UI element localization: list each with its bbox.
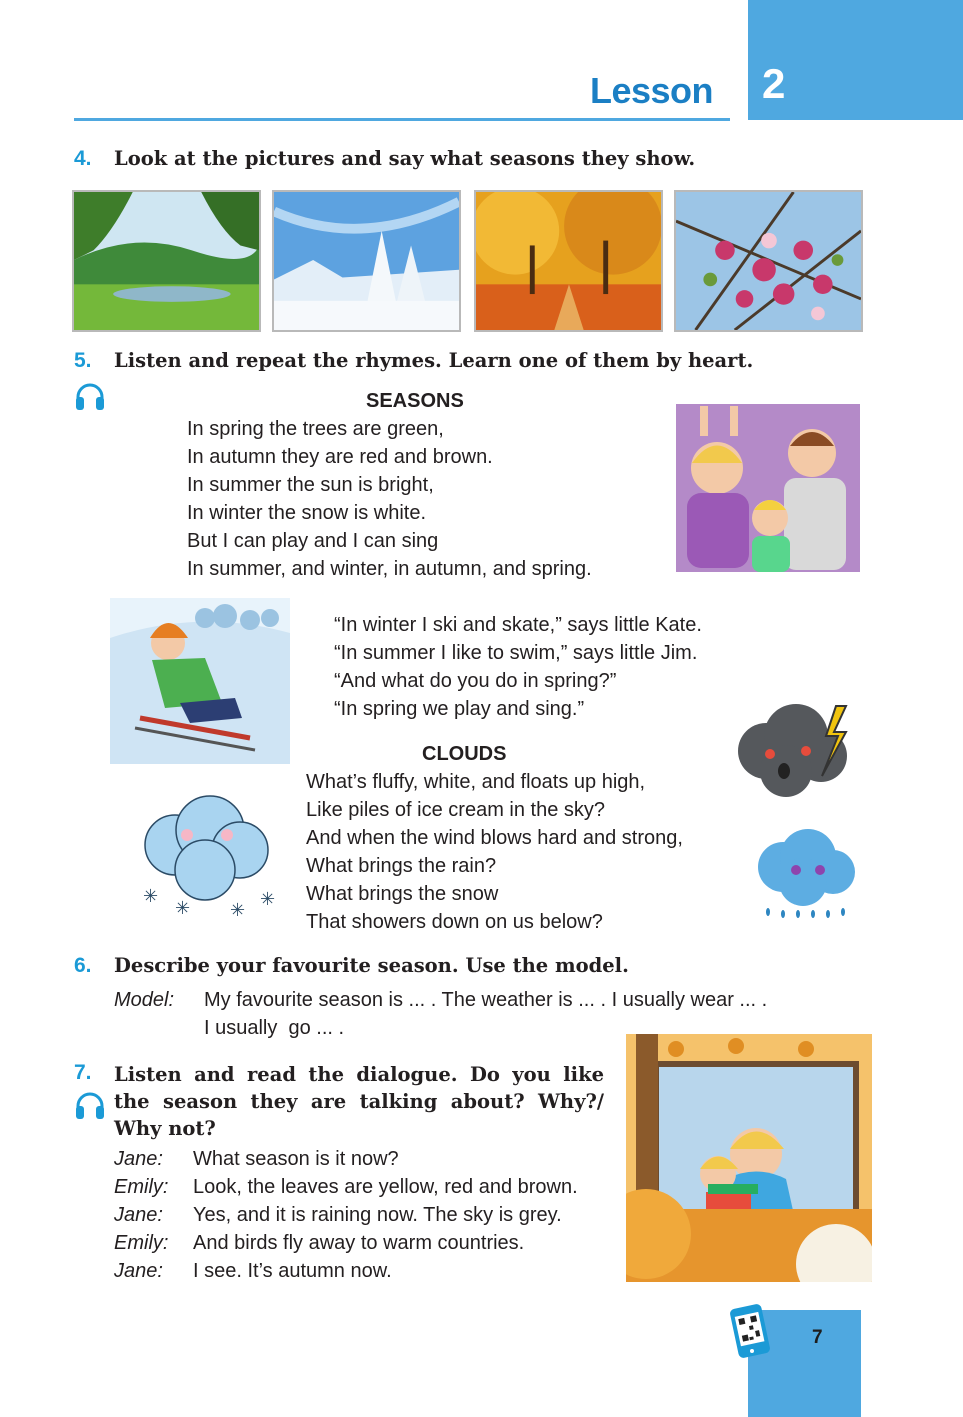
exercise-5-number: 5.: [74, 349, 92, 372]
exercise-5-task: Listen and repeat the rhymes. Learn one of them by heart.: [114, 349, 754, 372]
speech-text: And birds fly away to warm countries.: [193, 1232, 525, 1254]
lesson-title: Lesson: [590, 70, 714, 111]
sledging-girl-illustration: [110, 598, 290, 764]
poem-line: “In summer I like to swim,” says little Jim.: [334, 642, 698, 664]
speaker-name: Jane:: [114, 1204, 163, 1226]
poem-line: In autumn they are red and brown.: [187, 446, 493, 468]
speech-text: I see. It’s autumn now.: [193, 1260, 392, 1282]
snow-cloud-illustration: [135, 790, 281, 922]
task-line: the season they are talking about? Why?/: [114, 1090, 604, 1113]
speaker-name: Jane:: [114, 1260, 163, 1282]
poem-line: Like piles of ice cream in the sky?: [306, 799, 606, 821]
exercise-6-task: Describe your favourite season. Use the model.: [114, 954, 629, 977]
speech-text: Look, the leaves are yellow, red and brown.: [193, 1176, 578, 1198]
poem-line: In spring the trees are green,: [187, 418, 444, 440]
page-number: 7: [812, 1327, 823, 1348]
speaker-name: Emily:: [114, 1176, 169, 1198]
speech-text: Yes, and it is raining now. The sky is grey.: [193, 1204, 562, 1226]
dialogue-line: [114, 1232, 578, 1260]
svg-text:✳: ✳: [175, 898, 191, 919]
poem-line: And when the wind blows hard and strong,: [306, 827, 683, 849]
winter-photo: [272, 190, 461, 332]
dialogue-line: [114, 1204, 578, 1232]
svg-text:✳: ✳: [143, 886, 159, 907]
headphones-icon[interactable]: [74, 383, 106, 411]
window-girls-illustration: [626, 1034, 872, 1282]
rain-cloud-illustration: [748, 822, 868, 922]
dialogue: [114, 1148, 578, 1288]
task-line: Listen and read the dialogue. Do you like: [114, 1063, 604, 1086]
dialogue-line: [114, 1148, 578, 1176]
poem-line: “And what do you do in spring?”: [334, 670, 617, 692]
speaker-name: Emily:: [114, 1232, 169, 1254]
task-line: Why not?: [114, 1117, 216, 1140]
poem-line: “In winter I ski and skate,” says little Kate.: [334, 614, 702, 636]
model-sentence-2: I usually go ... .: [204, 1017, 345, 1039]
exercise-7-task: [114, 1061, 604, 1142]
speech-text: What season is it now?: [193, 1148, 399, 1170]
poem-line: In summer, and winter, in autumn, and spring.: [187, 558, 592, 580]
dialogue-line: [114, 1176, 578, 1204]
summer-photo: [72, 190, 261, 332]
poem-line: What’s fluffy, white, and floats up high,: [306, 771, 646, 793]
poem-line: In winter the snow is white.: [187, 502, 426, 524]
kate-poem: [334, 611, 702, 723]
clouds-title: CLOUDS: [422, 743, 507, 765]
seasons-title: SEASONS: [366, 390, 464, 412]
poem-line: What brings the snow: [306, 883, 499, 905]
poem-line: In summer the sun is bright,: [187, 474, 434, 496]
model-label: Model:: [114, 989, 175, 1011]
exercise-6-number: 6.: [74, 954, 92, 977]
spring-photo: [674, 190, 863, 332]
autumn-photo: [474, 190, 663, 332]
storm-cloud-illustration: [726, 696, 864, 800]
qr-phone-icon[interactable]: [730, 1304, 772, 1360]
clouds-poem: [306, 768, 683, 936]
lesson-number: 2: [762, 60, 786, 107]
singing-family-illustration: [672, 398, 862, 578]
exercise-7-number: 7.: [74, 1061, 92, 1084]
svg-text:✳: ✳: [260, 889, 276, 910]
speaker-name: Jane:: [114, 1148, 163, 1170]
header-rule: [74, 118, 730, 121]
seasons-poem: [187, 415, 592, 583]
svg-text:✳: ✳: [230, 900, 246, 921]
poem-line: What brings the rain?: [306, 855, 497, 877]
exercise-4-number: 4.: [74, 147, 92, 170]
headphones-icon[interactable]: [74, 1092, 106, 1120]
poem-line: That showers down on us below?: [306, 911, 603, 933]
model-sentence-1: My favourite season is ... . The weather is ... . I usually wear ... .: [204, 989, 768, 1011]
dialogue-line: [114, 1260, 578, 1288]
poem-line: But I can play and I can sing: [187, 530, 439, 552]
exercise-4-task: Look at the pictures and say what seasons they show.: [114, 147, 696, 170]
poem-line: “In spring we play and sing.”: [334, 698, 585, 720]
